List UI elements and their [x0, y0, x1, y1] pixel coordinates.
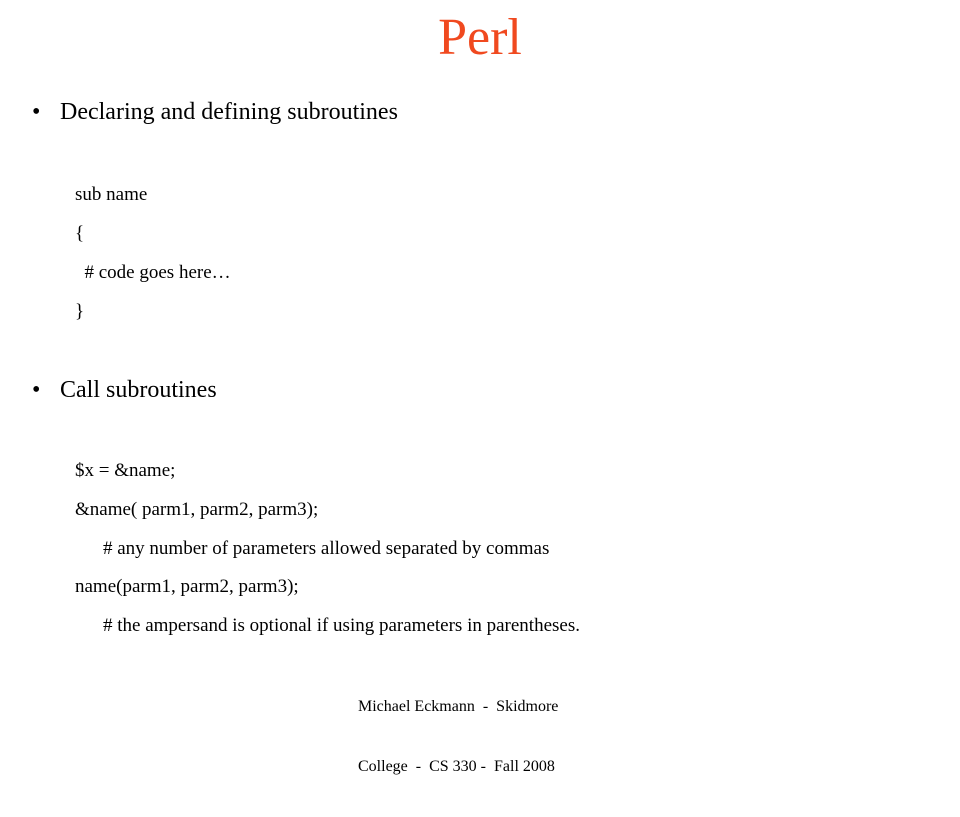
footer-line: Michael Eckmann - Skidmore	[358, 698, 559, 715]
code-line: # code goes here…	[75, 262, 231, 283]
bullet-icon: •	[32, 377, 41, 403]
code-line: }	[75, 301, 85, 322]
bullet-call	[32, 374, 217, 406]
code-line: &name( parm1, parm2, parm3);	[75, 499, 319, 520]
code-line: {	[75, 223, 85, 244]
footer-line: College - CS 330 - Fall 2008	[358, 758, 555, 775]
code-line: sub name	[75, 184, 148, 205]
bullet-icon: •	[32, 99, 41, 125]
slide-footer	[358, 657, 618, 817]
code-line: $x = &name;	[75, 460, 176, 481]
bullet-text: Call subroutines	[60, 377, 217, 403]
code-line: name(parm1, parm2, parm3);	[75, 576, 299, 597]
code-comment: # the ampersand is optional if using parameters in parentheses.	[103, 615, 580, 636]
bullet-text: Declaring and defining subroutines	[60, 99, 398, 125]
bullet-declaring	[32, 96, 398, 128]
slide-title: Perl	[438, 9, 522, 66]
code-comment: # any number of parameters allowed separated by commas	[103, 538, 550, 559]
